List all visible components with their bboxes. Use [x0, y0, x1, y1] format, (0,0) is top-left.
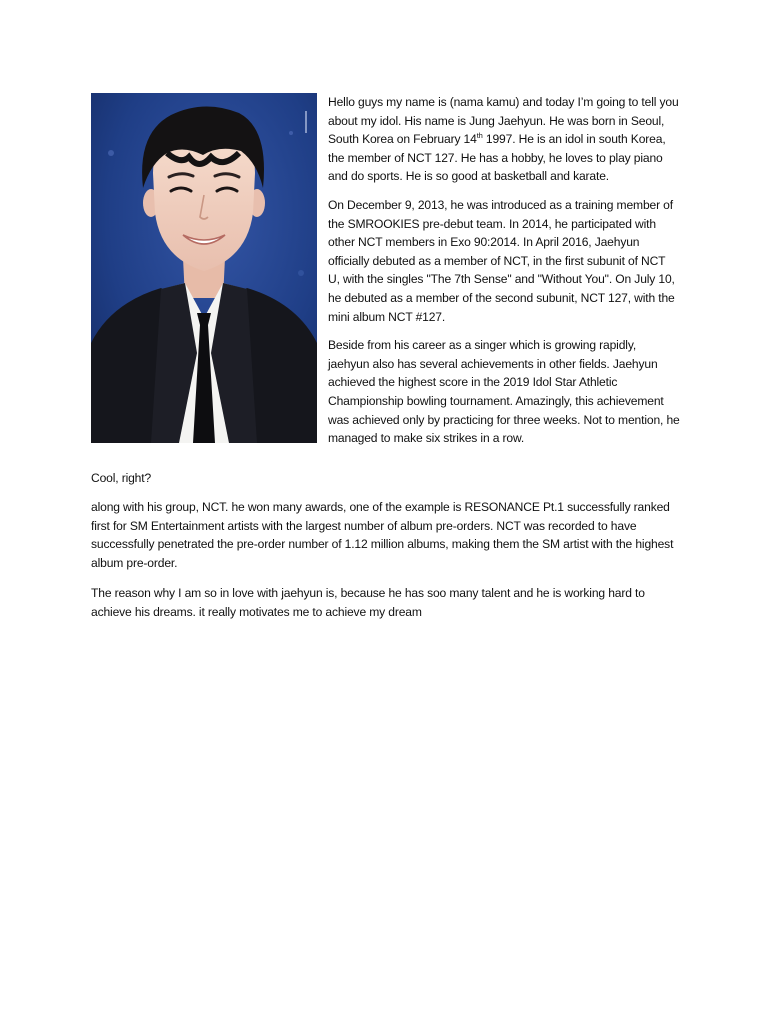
intro-text-end: 1997. He is an idol in south Korea, the member of NCT 127. He has a hobby, he loves to play piano and do sports. He is so good at basketball and karate.	[328, 132, 666, 184]
intro-text-start: Hello guys my name is (nama kamu) and today I’m going to tell you about my idol. His name is Jung Jaehyun. He was born in Seoul, South Korea on February 14	[328, 95, 679, 147]
group-paragraph-block	[91, 498, 681, 582]
portrait-illustration	[91, 93, 317, 443]
cool-line: Cool, right?	[91, 471, 152, 485]
intro-paragraph	[328, 93, 680, 186]
cool-line-block	[91, 469, 681, 498]
debut-paragraph: On December 9, 2013, he was introduced as a training member of the SMROOKIES pre-debut team. In 2014, he participated with other NCT members in Exo 90:2014. In April 2016, Jaehyun officially debuted as a member of NCT, in the first subunit of NCT U, with the singles "The 7th Sense" and "Without You". On July 10, he debuted as a member of the second subunit, NCT 127, with the mini album NCT #127.	[328, 197, 675, 324]
group-paragraph: along with his group, NCT. he won many awards, one of the example is RESONANCE Pt.1 successfully ranked first for SM Entertainment artists with the largest number of album pre-orders. NCT was recorded to have successfully penetrated the pre-order number of 1.12 million albums, making them the SM artist with the highest album pre-order.	[91, 500, 674, 570]
ordinal-suffix: th	[476, 131, 483, 141]
portrait-photo	[91, 93, 317, 443]
reason-paragraph-block	[91, 584, 681, 631]
intro-column	[328, 93, 680, 458]
reason-paragraph: The reason why I am so in love with jaehyun is, because he has soo many talent and he is working hard to achieve his dreams. it really motivates me to achieve my dream	[91, 586, 645, 619]
career-paragraph: Beside from his career as a singer which is growing rapidly, jaehyun also has several achievements in other fields. Jaehyun achieved the highest score in the 2019 Idol Star Athletic Championship bowling tournament. Amazingly, this achievement was achieved only by practicing for three weeks. Not to mention, he managed to make six strikes in a row.	[328, 338, 680, 446]
